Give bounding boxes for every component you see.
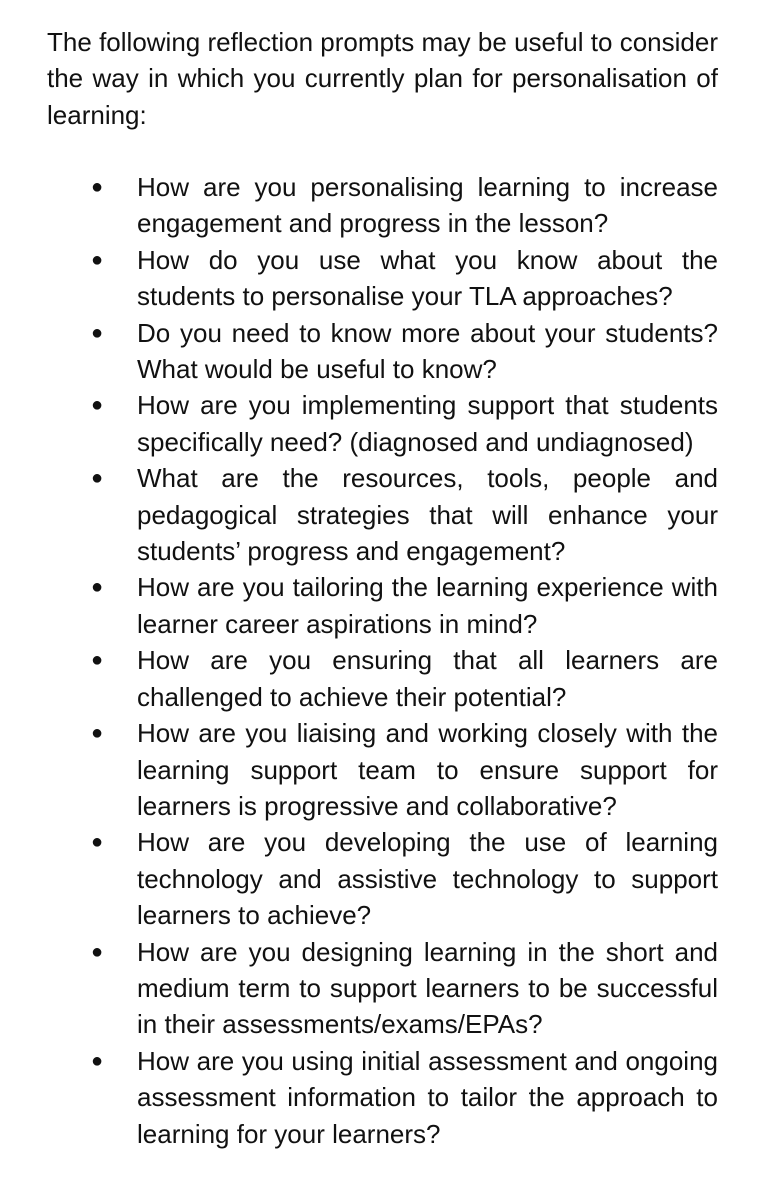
list-item bbox=[0, 934, 767, 1043]
bullet-icon: ● bbox=[90, 394, 104, 417]
prompt-text: What are the resources, tools, people and pedagogical strategies that will enhance your students’ progress and engagement? bbox=[137, 463, 718, 567]
list-item bbox=[0, 242, 767, 315]
intro-paragraph: The following reflection prompts may be useful to consider the way in which you currently plan for personalisation of learning: bbox=[47, 27, 718, 130]
list-item bbox=[0, 169, 767, 242]
reflection-prompt-list bbox=[0, 169, 767, 1152]
prompt-text: How are you personalising learning to increase engagement and progress in the lesson? bbox=[137, 172, 718, 239]
prompt-text: How do you use what you know about the students to personalise your TLA approaches? bbox=[137, 244, 718, 312]
prompt-text: How are you ensuring that all learners are challenged to achieve their potential? bbox=[137, 645, 718, 712]
bullet-icon: ● bbox=[90, 1049, 104, 1072]
list-item bbox=[0, 824, 767, 933]
prompt-text: Do you need to know more about your students? What would be useful to know? bbox=[137, 317, 718, 385]
list-item bbox=[0, 1043, 767, 1152]
prompt-text: How are you liaising and working closely with the learning support team to ensure support for learners is progressive and collaborative? bbox=[137, 718, 718, 821]
prompt-text: How are you designing learning in the short and medium term to support learners to be successful in their assessments/exams/EPAs? bbox=[137, 936, 718, 1040]
bullet-icon: ● bbox=[90, 321, 104, 344]
bullet-icon: ● bbox=[90, 722, 104, 745]
bullet-icon: ● bbox=[90, 831, 104, 854]
bullet-icon: ● bbox=[90, 576, 104, 599]
bullet-icon: ● bbox=[90, 248, 104, 271]
bullet-icon: ● bbox=[90, 467, 104, 490]
list-item bbox=[0, 460, 767, 569]
list-item bbox=[0, 387, 767, 460]
prompt-text: How are you tailoring the learning experience with learner career aspirations in mind? bbox=[137, 572, 718, 639]
list-item bbox=[0, 715, 767, 824]
list-item bbox=[0, 315, 767, 388]
prompt-text: How are you developing the use of learning technology and assistive technology to support learners to achieve? bbox=[137, 827, 718, 931]
bullet-icon: ● bbox=[90, 649, 104, 672]
prompt-text: How are you implementing support that students specifically need? (diagnosed and undiagnosed) bbox=[137, 390, 718, 457]
bullet-icon: ● bbox=[90, 176, 104, 198]
list-item bbox=[0, 642, 767, 715]
list-item bbox=[0, 569, 767, 642]
prompt-text: How are you using initial assessment and ongoing assessment information to tailor the approach to learning for your learners? bbox=[137, 1045, 718, 1149]
bullet-icon: ● bbox=[90, 940, 104, 963]
